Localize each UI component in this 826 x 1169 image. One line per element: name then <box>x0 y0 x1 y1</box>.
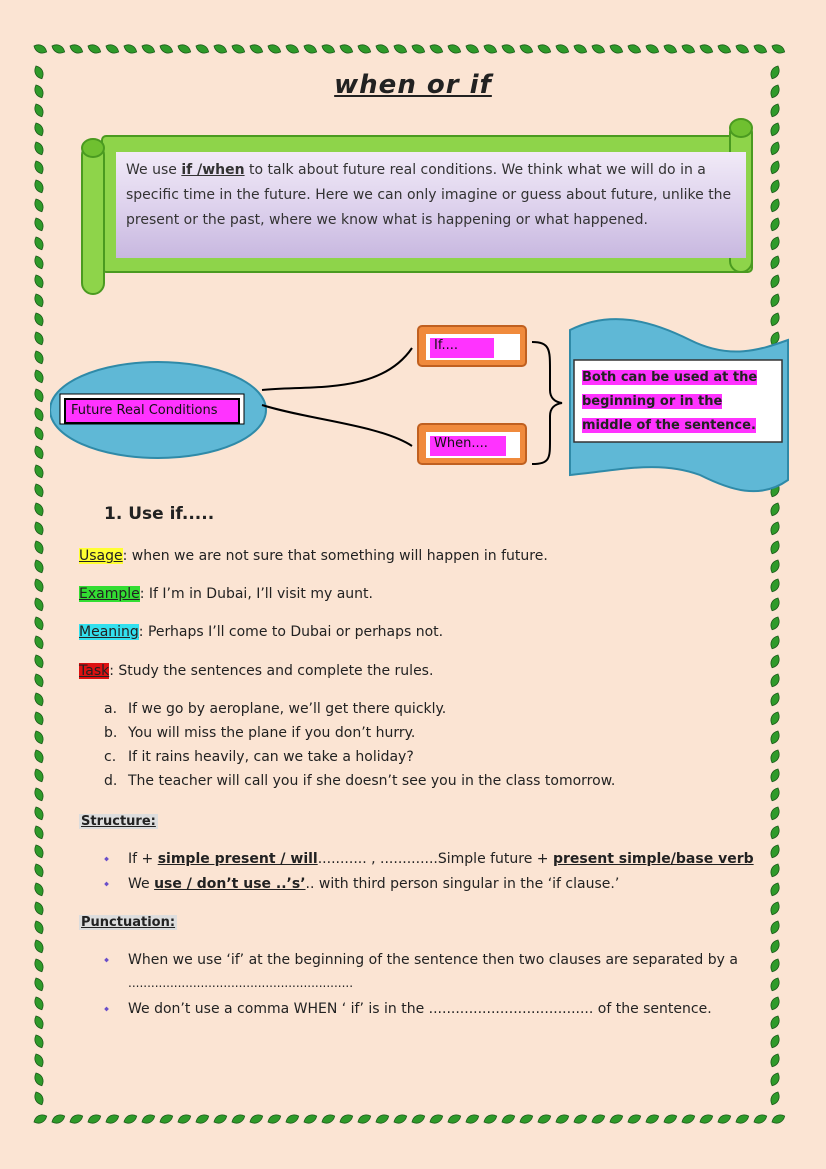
leaf-icon <box>33 178 46 194</box>
leaf-icon <box>769 596 782 612</box>
leaf-icon <box>769 501 782 517</box>
bullet-icon: ⬩ <box>104 952 110 968</box>
leaf-icon <box>769 767 782 783</box>
leaf-icon <box>716 43 732 56</box>
leaf-icon <box>33 976 46 992</box>
leaf-icon <box>320 43 336 56</box>
leaf-icon <box>769 729 782 745</box>
leaf-icon <box>68 1113 84 1126</box>
leaf-icon <box>769 824 782 840</box>
leaf-icon <box>769 1071 782 1087</box>
leaf-icon <box>446 1113 462 1126</box>
leaf-icon <box>769 1033 782 1049</box>
leaf-icon <box>374 43 390 56</box>
leaf-icon <box>536 43 552 56</box>
intro-text: We use if /when to talk about future real conditions. We think what we will do in a specific time in the future. Here we can only imagine or guess about future, unlike the present or the past, where we know what is happening or what happened. <box>116 152 746 258</box>
leaf-icon <box>86 1113 102 1126</box>
leaf-icon <box>769 292 782 308</box>
leaf-icon <box>176 1113 192 1126</box>
leaf-icon <box>392 43 408 56</box>
leaf-icon <box>769 634 782 650</box>
leaf-icon <box>698 1113 714 1126</box>
leaf-icon <box>33 748 46 764</box>
leaf-icon <box>33 805 46 821</box>
branch-when-label: When.... <box>430 436 506 456</box>
punctuation-rule-1: ⬩ When we use ‘if’ at the beginning of the sentence then two clauses are separated by a <box>104 952 738 968</box>
leaf-icon <box>33 615 46 631</box>
leaf-icon <box>734 43 750 56</box>
leaf-icon <box>33 406 46 422</box>
leaf-icon <box>428 43 444 56</box>
leaf-icon <box>33 539 46 555</box>
leaf-icon <box>392 1113 408 1126</box>
leaf-icon <box>769 919 782 935</box>
leaf-icon <box>33 482 46 498</box>
leaf-icon <box>769 710 782 726</box>
leaf-icon <box>140 1113 156 1126</box>
center-label: Future Real Conditions <box>64 398 240 424</box>
leaf-icon <box>482 43 498 56</box>
leaf-icon <box>698 43 714 56</box>
leaf-icon <box>33 254 46 270</box>
meaning-line: Meaning: Perhaps I’ll come to Dubai or perhaps not. <box>79 624 444 640</box>
leaf-icon <box>33 273 46 289</box>
list-item: d. The teacher will call you if she doesn’t see you in the class tomorrow. <box>104 773 616 789</box>
leaf-icon <box>769 862 782 878</box>
leaf-icon <box>33 520 46 536</box>
leaf-icon <box>500 43 516 56</box>
leaf-icon <box>33 368 46 384</box>
leaf-icon <box>230 43 246 56</box>
bullet-icon: ⬩ <box>104 851 110 867</box>
leaf-icon <box>464 1113 480 1126</box>
leaf-icon <box>33 102 46 118</box>
leaf-icon <box>33 577 46 593</box>
structure-rule-2: ⬩ We use / don’t use ..’s’.. with third person singular in the ‘if clause.’ <box>104 876 620 892</box>
leaf-icon <box>590 43 606 56</box>
leaf-icon <box>428 1113 444 1126</box>
leaf-icon <box>33 938 46 954</box>
leaf-icon <box>769 1052 782 1068</box>
leaf-icon <box>769 615 782 631</box>
leaf-icon <box>769 539 782 555</box>
leaf-icon <box>33 634 46 650</box>
leaf-icon <box>33 729 46 745</box>
leaf-icon <box>33 330 46 346</box>
leaf-icon <box>320 1113 336 1126</box>
leaf-icon <box>33 558 46 574</box>
leaf-icon <box>33 1071 46 1087</box>
leaf-icon <box>86 43 102 56</box>
leaf-icon <box>554 1113 570 1126</box>
leaf-icon <box>33 843 46 859</box>
leaf-icon <box>33 140 46 156</box>
punctuation-label: Punctuation: <box>81 915 176 930</box>
leaf-icon <box>248 43 264 56</box>
leaf-icon <box>33 691 46 707</box>
leaf-icon <box>33 957 46 973</box>
leaf-icon <box>33 349 46 365</box>
leaf-icon <box>572 43 588 56</box>
leaf-icon <box>769 235 782 251</box>
page-title: when or if <box>334 70 492 100</box>
leaf-icon <box>356 43 372 56</box>
leaf-icon <box>230 1113 246 1126</box>
leaf-icon <box>32 1113 48 1126</box>
leaf-icon <box>769 976 782 992</box>
list-item: b. You will miss the plane if you don’t hurry. <box>104 725 416 741</box>
leaf-icon <box>68 43 84 56</box>
section-heading: 1. Use if..... <box>104 504 215 524</box>
leaf-icon <box>122 1113 138 1126</box>
leaf-icon <box>769 653 782 669</box>
leaf-icon <box>518 1113 534 1126</box>
leaf-icon <box>50 1113 66 1126</box>
leaf-icon <box>284 43 300 56</box>
leaf-icon <box>769 558 782 574</box>
leaf-icon <box>680 1113 696 1126</box>
leaf-icon <box>410 43 426 56</box>
leaf-icon <box>662 43 678 56</box>
branch-if-label: If.... <box>430 338 494 358</box>
leaf-icon <box>769 273 782 289</box>
leaf-icon <box>33 1033 46 1049</box>
leaf-icon <box>50 43 66 56</box>
task-line: Task: Study the sentences and complete the rules. <box>79 663 434 679</box>
leaf-icon <box>356 1113 372 1126</box>
leaf-icon <box>769 216 782 232</box>
leaf-icon <box>33 919 46 935</box>
leaf-icon <box>33 121 46 137</box>
leaf-icon <box>769 995 782 1011</box>
leaf-icon <box>176 43 192 56</box>
leaf-icon <box>572 1113 588 1126</box>
leaf-icon <box>212 1113 228 1126</box>
leaf-icon <box>769 805 782 821</box>
punctuation-rule-2: ⬩ We don’t use a comma WHEN ‘ if’ is in the ..................................... of the sentence. <box>104 1001 712 1017</box>
leaf-icon <box>33 900 46 916</box>
example-line: Example: If I’m in Dubai, I’ll visit my aunt. <box>79 586 373 602</box>
leaf-icon <box>338 43 354 56</box>
leaf-icon <box>33 425 46 441</box>
leaf-icon <box>769 1014 782 1030</box>
leaf-icon <box>769 577 782 593</box>
leaf-icon <box>716 1113 732 1126</box>
leaf-icon <box>33 1052 46 1068</box>
leaf-icon <box>626 1113 642 1126</box>
leaf-icon <box>266 1113 282 1126</box>
leaf-icon <box>302 1113 318 1126</box>
leaf-icon <box>33 197 46 213</box>
structure-rule-1: ⬩ If + simple present / will........... , .............Simple future + present simple/base verb <box>104 851 754 867</box>
leaf-icon <box>33 710 46 726</box>
leaf-icon <box>33 235 46 251</box>
leaf-icon <box>266 43 282 56</box>
leaf-icon <box>769 900 782 916</box>
leaf-icon <box>769 748 782 764</box>
leaf-icon <box>158 1113 174 1126</box>
leaf-icon <box>33 653 46 669</box>
leaf-icon <box>212 43 228 56</box>
leaf-icon <box>769 197 782 213</box>
leaf-icon <box>644 1113 660 1126</box>
bullet-icon: ⬩ <box>104 1001 110 1017</box>
leaf-icon <box>769 121 782 137</box>
leaf-icon <box>32 43 48 56</box>
leaf-icon <box>769 1090 782 1106</box>
leaf-icon <box>626 43 642 56</box>
leaf-icon <box>33 444 46 460</box>
leaf-icon <box>33 995 46 1011</box>
leaf-icon <box>104 1113 120 1126</box>
leaf-icon <box>446 43 462 56</box>
leaf-icon <box>644 43 660 56</box>
leaf-icon <box>500 1113 516 1126</box>
leaf-icon <box>662 1113 678 1126</box>
leaf-icon <box>482 1113 498 1126</box>
leaf-icon <box>33 159 46 175</box>
leaf-icon <box>122 43 138 56</box>
leaf-icon <box>33 596 46 612</box>
leaf-icon <box>769 691 782 707</box>
leaf-icon <box>33 824 46 840</box>
leaf-icon <box>590 1113 606 1126</box>
leaf-icon <box>769 520 782 536</box>
leaf-icon <box>194 43 210 56</box>
leaf-icon <box>769 254 782 270</box>
leaf-icon <box>464 43 480 56</box>
leaf-icon <box>410 1113 426 1126</box>
leaf-icon <box>33 672 46 688</box>
leaf-icon <box>374 1113 390 1126</box>
leaf-icon <box>158 43 174 56</box>
leaf-icon <box>608 43 624 56</box>
list-item: c. If it rains heavily, can we take a holiday? <box>104 749 414 765</box>
leaf-icon <box>769 957 782 973</box>
leaf-icon <box>248 1113 264 1126</box>
leaf-icon <box>752 1113 768 1126</box>
leaf-icon <box>33 881 46 897</box>
leaf-icon <box>536 1113 552 1126</box>
bullet-icon: ⬩ <box>104 876 110 892</box>
leaf-icon <box>769 159 782 175</box>
leaf-icon <box>33 862 46 878</box>
leaf-icon <box>518 43 534 56</box>
leaf-icon <box>33 786 46 802</box>
leaf-icon <box>608 1113 624 1126</box>
leaf-icon <box>284 1113 300 1126</box>
leaf-icon <box>554 43 570 56</box>
leaf-icon <box>770 43 786 56</box>
leaf-icon <box>33 292 46 308</box>
leaf-icon <box>33 463 46 479</box>
leaf-icon <box>769 881 782 897</box>
leaf-icon <box>33 1014 46 1030</box>
leaf-icon <box>33 767 46 783</box>
leaf-icon <box>769 672 782 688</box>
leaf-icon <box>752 43 768 56</box>
leaf-icon <box>769 140 782 156</box>
leaf-icon <box>33 387 46 403</box>
leaf-icon <box>769 786 782 802</box>
structure-label: Structure: <box>81 814 156 829</box>
usage-line: Usage: when we are not sure that something will happen in future. <box>79 548 548 564</box>
leaf-icon <box>33 501 46 517</box>
leaf-icon <box>769 938 782 954</box>
leaf-icon <box>302 43 318 56</box>
leaf-icon <box>769 843 782 859</box>
punctuation-rule-1-blank: ........................................................... <box>128 976 354 990</box>
leaf-icon <box>680 43 696 56</box>
leaf-icon <box>33 311 46 327</box>
list-item: a. If we go by aeroplane, we’ll get there quickly. <box>104 701 447 717</box>
leaf-icon <box>770 1113 786 1126</box>
leaf-icon <box>338 1113 354 1126</box>
leaf-icon <box>769 178 782 194</box>
leaf-icon <box>769 102 782 118</box>
leaf-icon <box>140 43 156 56</box>
leaf-icon <box>33 216 46 232</box>
diagram-note: Both can be used at the beginning or in the middle of the sentence. <box>582 370 758 433</box>
leaf-icon <box>194 1113 210 1126</box>
leaf-icon <box>734 1113 750 1126</box>
leaf-icon <box>104 43 120 56</box>
leaf-icon <box>33 1090 46 1106</box>
